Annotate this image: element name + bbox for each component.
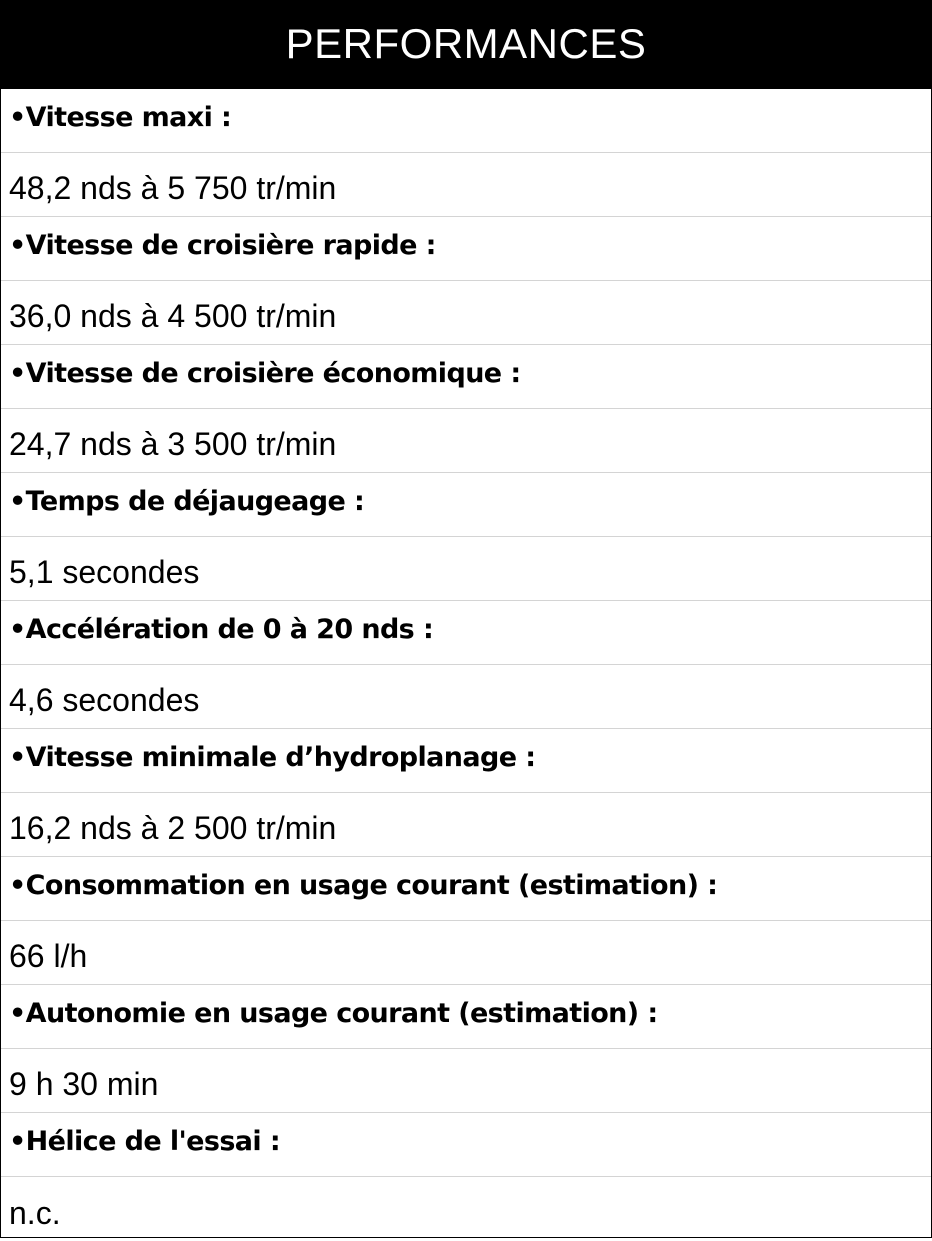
spec-value: 48,2 nds à 5 750 tr/min [9,170,337,206]
spec-value: 5,1 secondes [9,554,200,590]
spec-value: 16,2 nds à 2 500 tr/min [9,810,337,846]
row-consommation-label [1,857,931,921]
row-helice-label [1,1113,931,1177]
row-hydroplanage-label [1,729,931,793]
row-helice-value [1,1177,931,1241]
row-vitesse-maxi-label [1,89,931,153]
spec-label: •Accélération de 0 à 20 nds : [9,614,434,645]
row-dejaugeage-label [1,473,931,537]
row-croisiere-rapide-label [1,217,931,281]
row-autonomie-label [1,985,931,1049]
spec-value: 24,7 nds à 3 500 tr/min [9,426,337,462]
table-title: PERFORMANCES [1,1,931,89]
spec-value: 36,0 nds à 4 500 tr/min [9,298,337,334]
row-consommation-value [1,921,931,985]
row-croisiere-economique-label [1,345,931,409]
row-acceleration-label [1,601,931,665]
spec-label: •Autonomie en usage courant (estimation) : [9,998,658,1029]
spec-label: •Consommation en usage courant (estimation) : [9,870,718,901]
row-vitesse-maxi-value [1,153,931,217]
row-croisiere-economique-value [1,409,931,473]
row-dejaugeage-value [1,537,931,601]
spec-label: •Hélice de l'essai : [9,1126,281,1157]
spec-value: 66 l/h [9,938,88,974]
spec-value: 4,6 secondes [9,682,200,718]
spec-label: •Vitesse de croisière économique : [9,358,521,389]
spec-label: •Temps de déjaugeage : [9,486,365,517]
row-autonomie-value [1,1049,931,1113]
row-acceleration-value [1,665,931,729]
row-croisiere-rapide-value [1,281,931,345]
spec-label: •Vitesse de croisière rapide : [9,230,436,261]
row-hydroplanage-value [1,793,931,857]
spec-value: 9 h 30 min [9,1066,159,1102]
spec-value: n.c. [9,1194,61,1231]
spec-label: •Vitesse maxi : [9,102,232,133]
spec-label: •Vitesse minimale d’hydroplanage : [9,742,536,773]
